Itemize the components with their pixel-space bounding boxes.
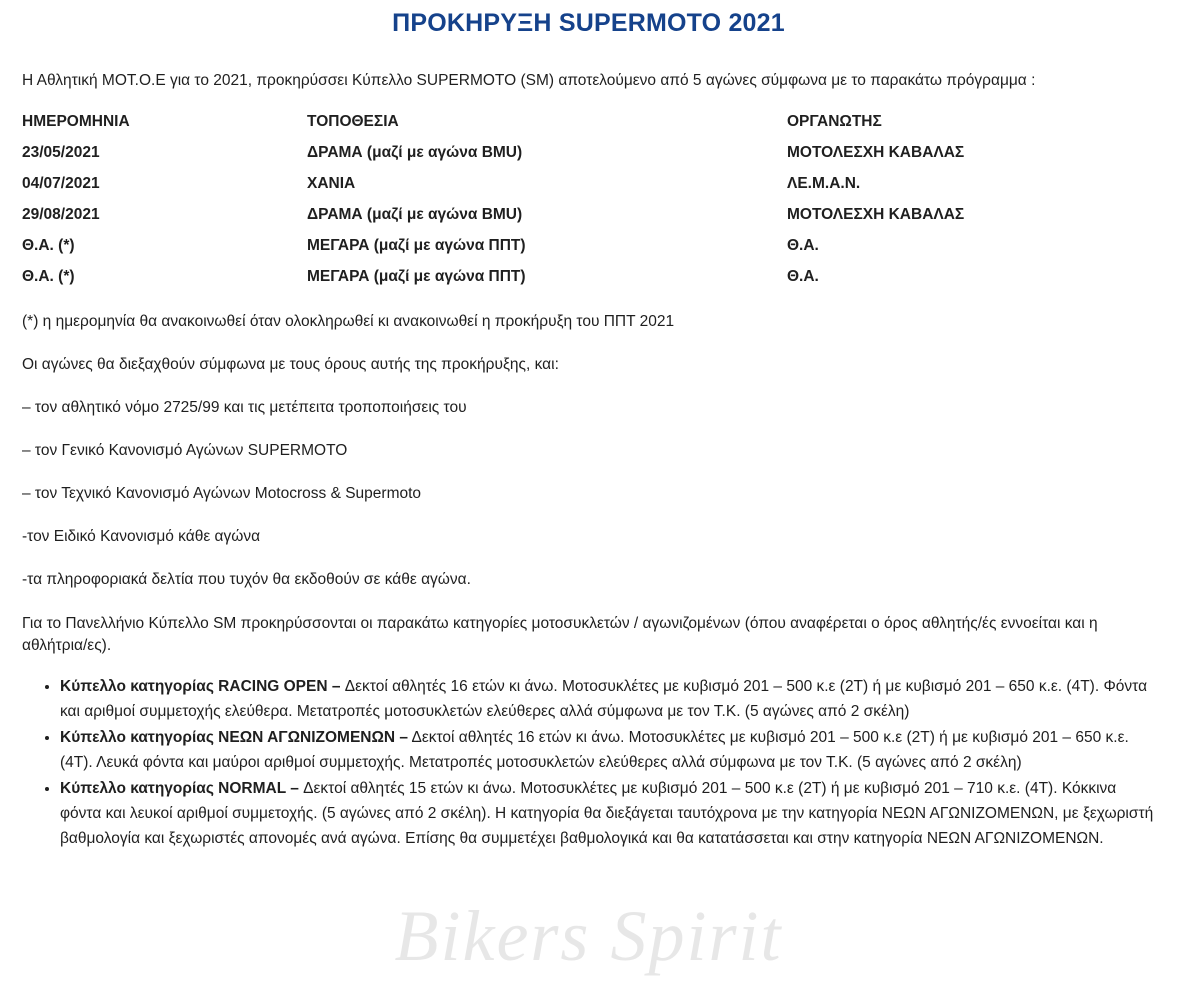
column-header-location: ΤΟΠΟΘΕΣΙΑ: [307, 113, 399, 130]
cell-date: 23/05/2021: [22, 144, 100, 161]
cell-organizer: ΛΕ.Μ.Α.Ν.: [787, 175, 861, 192]
category-text: Δεκτοί αθλητές 16 ετών κι άνω. Μοτοσυκλέτες με κυβισμό 201 – 500 κ.ε (2Τ) ή με κυβισμό 201 – 650 κ.ε. (4Τ). Φόντα και αριθμοί συμμετοχής ελεύθερα. Μετατροπές μοτοσυκλετών ελεύθερες αλλά σύμφωνα με τον Τ.Κ. (5 αγώνες από 2 σκέλη): [60, 678, 1148, 720]
cell-date: 04/07/2021: [22, 175, 100, 192]
document-page: [0, 7, 1177, 1000]
cell-location: ΜΕΓΑΡΑ (μαζί με αγώνα ΠΠΤ): [307, 237, 526, 254]
categories-intro: Για το Πανελλήνιο Κύπελλο SM προκηρύσσονται οι παρακάτω κατηγορίες μοτοσυκλετών / αγωνιζομένων (όπου αναφέρεται ο όρος αθλητής/ές εννοείται και η αθλήτρια/ες).: [22, 615, 1098, 654]
cell-organizer: ΜΟΤΟΛΕΣΧΗ ΚΑΒΑΛΑΣ: [787, 144, 965, 161]
cell-organizer: Θ.Α.: [787, 268, 819, 285]
footnote: (*) η ημερομηνία θα ανακοινωθεί όταν ολοκληρωθεί κι ανακοινωθεί η προκήρυξη του ΠΠΤ 2021: [22, 313, 675, 330]
table-header-row: [22, 111, 1155, 142]
column-header-date: ΗΜΕΡΟΜΗΝΙΑ: [22, 113, 130, 130]
schedule-table: [22, 111, 1155, 297]
cell-date: 29/08/2021: [22, 206, 100, 223]
list-item: [60, 674, 1155, 724]
list-item: [60, 725, 1155, 775]
cell-date: Θ.Α. (*): [22, 237, 75, 254]
categories-list: [22, 674, 1155, 851]
column-header-organizer: ΟΡΓΑΝΩΤΗΣ: [787, 113, 882, 130]
table-row: [22, 266, 1155, 297]
rule-item-law: – τον αθλητικό νόμο 2725/99 και τις μετέπειτα τροποποιήσεις του: [22, 399, 467, 416]
intro-paragraph: Η Αθλητική ΜΟΤ.Ο.Ε για το 2021, προκηρύσσει Κύπελλο SUPERMOTO (SM) αποτελούμενο από 5 αγώνες σύμφωνα με το παρακάτω πρόγραμμα :: [22, 72, 1036, 89]
rule-item-special-regulation: -τον Ειδικό Κανονισμό κάθε αγώνα: [22, 528, 261, 545]
cell-location: ΧΑΝΙΑ: [307, 175, 356, 192]
table-row: [22, 173, 1155, 204]
cell-organizer: ΜΟΤΟΛΕΣΧΗ ΚΑΒΑΛΑΣ: [787, 206, 965, 223]
list-item: [60, 776, 1155, 851]
page-title: ΠΡΟΚΗΡΥΞΗ SUPERMOTO 2021: [392, 9, 785, 37]
cell-date: Θ.Α. (*): [22, 268, 75, 285]
cell-location: ΜΕΓΑΡΑ (μαζί με αγώνα ΠΠΤ): [307, 268, 526, 285]
rule-item-bulletins: -τα πληροφοριακά δελτία που τυχόν θα εκδοθούν σε κάθε αγώνα.: [22, 571, 471, 588]
category-title: Κύπελλο κατηγορίας NORMAL –: [60, 780, 299, 797]
table-row: [22, 142, 1155, 173]
cell-location: ΔΡΑΜΑ (μαζί με αγώνα BMU): [307, 206, 523, 223]
table-row: [22, 204, 1155, 235]
rule-item-technical-regulation: – τον Τεχνικό Κανονισμό Αγώνων Motocross & Supermoto: [22, 485, 422, 502]
category-title: Κύπελλο κατηγορίας ΝΕΩΝ ΑΓΩΝΙΖΟΜΕΝΩΝ –: [60, 729, 409, 746]
category-title: Κύπελλο κατηγορίας RACING OPEN –: [60, 678, 341, 695]
table-row: [22, 235, 1155, 266]
cell-location: ΔΡΑΜΑ (μαζί με αγώνα BMU): [307, 144, 523, 161]
category-text: Δεκτοί αθλητές 16 ετών κι άνω. Μοτοσυκλέτες με κυβισμό 201 – 500 κ.ε (2Τ) ή με κυβισμό 201 – 650 κ.ε. (4Τ). Λευκά φόντα και μαύροι αριθμοί συμμετοχής. Μετατροπές μοτοσυκλετών ελεύθερες αλλά σύμφωνα με τον Τ.Κ. (5 αγώνες από 2 σκέλη): [60, 729, 1129, 771]
rule-item-general-regulation: – τον Γενικό Κανονισμό Αγώνων SUPERMOTO: [22, 442, 348, 459]
category-text: Δεκτοί αθλητές 15 ετών κι άνω. Μοτοσυκλέτες με κυβισμό 201 – 500 κ.ε (2Τ) ή με κυβισμό 201 – 710 κ.ε. (4Τ). Κόκκινα φόντα και λευκοί αριθμοί συμμετοχής. (5 αγώνες από 2 σκέλη). Η κατηγορία θα διεξάγεται ταυτόχρονα με την κατηγορία ΝΕΩΝ ΑΓΩΝΙΖΟΜΕΝΩΝ, με ξεχωριστή βαθμολογία και ξεχωριστές απονομές ανά αγώνα. Επίσης θα συμμετέχει βαθμολογικά και θα κατατάσσεται και στην κατηγορία ΝΕΩΝ ΑΓΩΝΙΖΟΜΕΝΩΝ.: [60, 780, 1154, 847]
cell-organizer: Θ.Α.: [787, 237, 819, 254]
watermark-text: Bikers Spirit: [394, 896, 783, 976]
rules-intro: Οι αγώνες θα διεξαχθούν σύμφωνα με τους όρους αυτής της προκήρυξης, και:: [22, 356, 559, 373]
